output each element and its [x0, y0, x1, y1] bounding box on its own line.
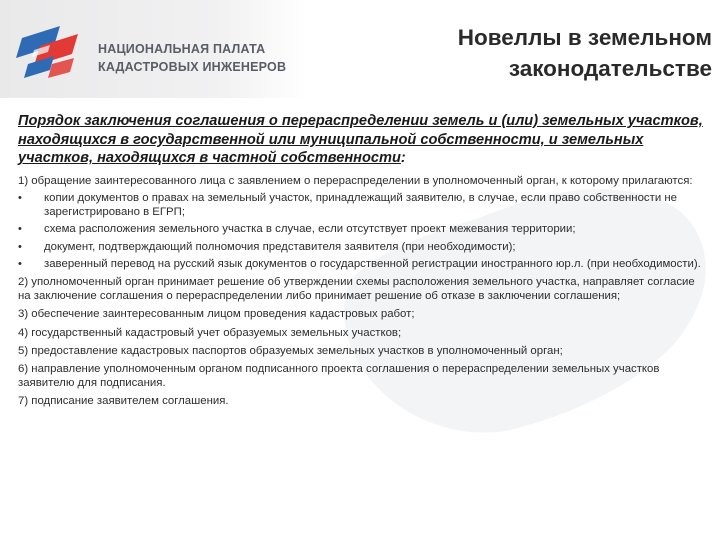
step-2: 2) уполномоченный орган принимает решение об утверждении схемы расположения земельного участка, направляет согласие на заключение соглашения о перераспределении либо принимает решение об отказе в заключении соглашения;	[18, 276, 695, 303]
bullet-layout-scheme: схема расположения земельного участка в случае, если отсутствует проект межевания территории;	[44, 223, 576, 236]
slide-title	[458, 22, 712, 84]
logo-text	[98, 40, 286, 76]
content-area	[18, 112, 708, 409]
step-3: 3) обеспечение заинтересованным лицом проведения кадастровых работ;	[18, 308, 415, 321]
step-4: 4) государственный кадастровый учет образуемых земельных участков;	[18, 326, 402, 339]
bullet-authority-doc: документ, подтверждающий полномочия представителя заявителя (при необходимости);	[44, 240, 516, 253]
step-7: 7) подписание заявителем соглашения.	[18, 395, 229, 408]
list-item	[18, 257, 708, 271]
logo-line-2: КАДАСТРОВЫХ ИНЖЕНЕРОВ	[98, 60, 287, 74]
logo-block	[0, 0, 310, 98]
chamber-logo-icon	[14, 24, 84, 86]
list-item	[18, 222, 708, 236]
slide-title-line-2: законодательстве	[508, 56, 712, 81]
bullet-icon: •	[18, 257, 22, 270]
list-item	[18, 240, 708, 254]
lead-heading	[18, 112, 708, 168]
bullet-translation: заверенный перевод на русский язык документов о государственной регистрации иностранного юр.л. (при необходимости).	[44, 257, 701, 270]
list-item	[18, 191, 708, 219]
bullet-icon: •	[18, 223, 22, 236]
bullet-ownership-docs: копии документов о правах на земельный участок, принадлежащий заявителю, в случае, если право собственности не зарегистрировано в ЕГРП;	[44, 191, 677, 219]
lead-heading-colon: :	[400, 150, 406, 167]
logo-line-1: НАЦИОНАЛЬНАЯ ПАЛАТА	[98, 42, 266, 56]
lead-heading-text: Порядок заключения соглашения о перераспределении земель и (или) земельных участков, находящихся в государственной или муниципальной собственности, и земельных участков, находящихся в частной собственности	[18, 113, 703, 167]
step-6: 6) направление уполномоченным органом подписанного проекта соглашения о перераспределении земельных участков заявителю для подписания.	[18, 363, 660, 390]
step-1: 1) обращение заинтересованного лица с заявлением о перераспределении в уполномоченный орган, к которому прилагаются:	[18, 174, 693, 187]
header	[0, 0, 720, 98]
bullet-icon: •	[18, 240, 22, 253]
procedure-list	[18, 174, 708, 409]
step-5: 5) предоставление кадастровых паспортов образуемых земельных участков в уполномоченный орган;	[18, 344, 563, 357]
bullet-icon: •	[18, 191, 22, 204]
slide-title-line-1: Новеллы в земельном	[457, 25, 712, 50]
